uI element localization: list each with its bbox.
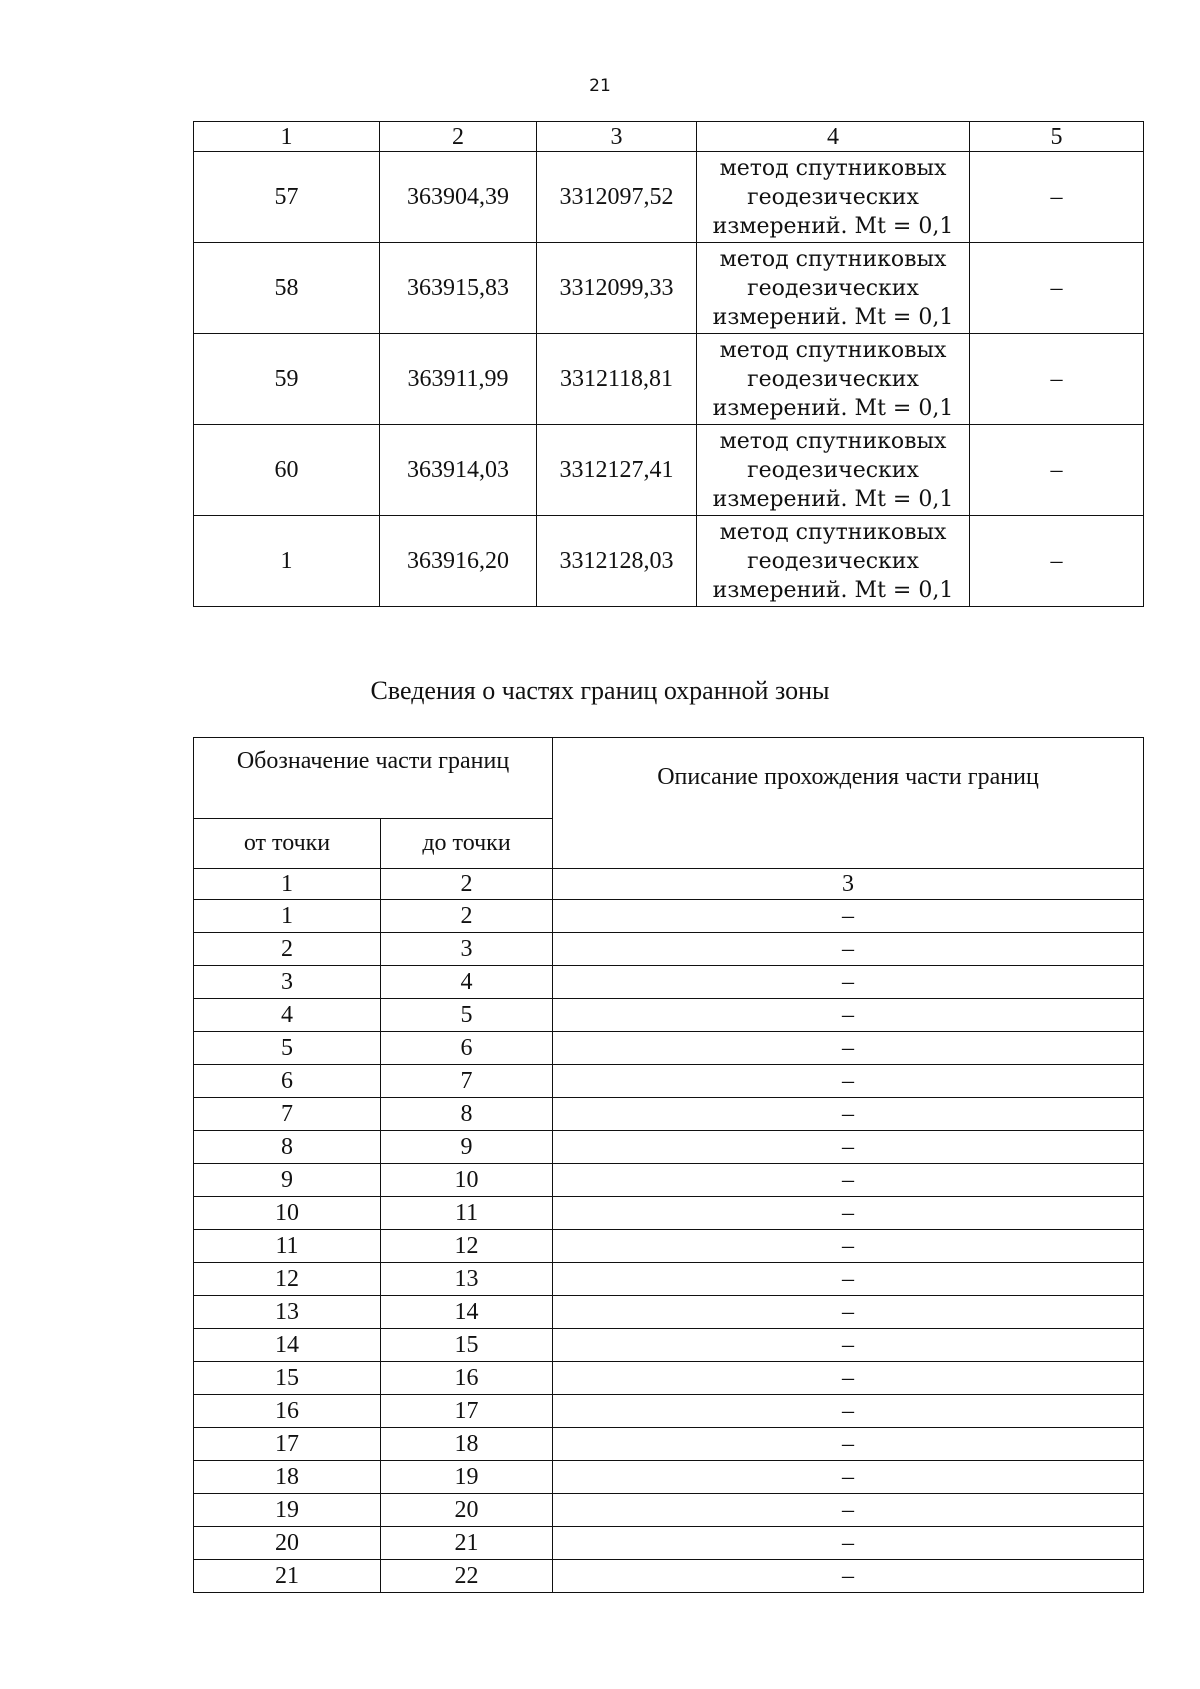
from-point: 15 xyxy=(194,1362,381,1395)
x-coordinate: 363911,99 xyxy=(380,334,537,425)
to-point: 8 xyxy=(381,1098,553,1131)
to-point: 7 xyxy=(381,1065,553,1098)
method-line: геодезических xyxy=(747,275,919,301)
y-coordinate: 3312099,33 xyxy=(537,243,697,334)
from-point: 8 xyxy=(194,1131,381,1164)
x-coordinate: 363904,39 xyxy=(380,152,537,243)
part-description: – xyxy=(553,1230,1144,1263)
part-description: – xyxy=(553,1164,1144,1197)
method-line: геодезических xyxy=(747,548,919,574)
from-point: 3 xyxy=(194,966,381,999)
header-from-point: от точки xyxy=(194,819,381,869)
to-point: 10 xyxy=(381,1164,553,1197)
column-number: 2 xyxy=(380,122,537,152)
from-point: 7 xyxy=(194,1098,381,1131)
y-coordinate: 3312127,41 xyxy=(537,425,697,516)
column-number: 4 xyxy=(697,122,970,152)
parts-header-row xyxy=(194,738,1144,819)
column-number: 5 xyxy=(970,122,1144,152)
to-point: 22 xyxy=(381,1560,553,1593)
to-point: 19 xyxy=(381,1461,553,1494)
from-point: 16 xyxy=(194,1395,381,1428)
column-number: 3 xyxy=(553,869,1144,900)
table-row xyxy=(194,1131,1144,1164)
table-row xyxy=(194,1164,1144,1197)
method-cell xyxy=(697,152,970,243)
to-point: 14 xyxy=(381,1296,553,1329)
table-row xyxy=(194,999,1144,1032)
point-number: 57 xyxy=(194,152,380,243)
part-description: – xyxy=(553,1461,1144,1494)
to-point: 13 xyxy=(381,1263,553,1296)
method-cell xyxy=(697,243,970,334)
from-point: 13 xyxy=(194,1296,381,1329)
to-point: 3 xyxy=(381,933,553,966)
table-row xyxy=(194,966,1144,999)
part-description: – xyxy=(553,933,1144,966)
method-line: измерений. Mt = 0,1 xyxy=(712,304,954,330)
x-coordinate: 363914,03 xyxy=(380,425,537,516)
section-title: Сведения о частях границ охранной зоны xyxy=(370,676,830,705)
column-number: 3 xyxy=(537,122,697,152)
from-point: 11 xyxy=(194,1230,381,1263)
from-point: 2 xyxy=(194,933,381,966)
part-description: – xyxy=(553,1494,1144,1527)
to-point: 12 xyxy=(381,1230,553,1263)
table-row xyxy=(194,1032,1144,1065)
table-row xyxy=(194,1197,1144,1230)
table-row xyxy=(194,425,1144,516)
from-point: 6 xyxy=(194,1065,381,1098)
table-row xyxy=(194,1527,1144,1560)
to-point: 15 xyxy=(381,1329,553,1362)
from-point: 14 xyxy=(194,1329,381,1362)
description-cell: – xyxy=(970,152,1144,243)
method-cell xyxy=(697,425,970,516)
column-number: 1 xyxy=(194,122,380,152)
point-number: 60 xyxy=(194,425,380,516)
table-row xyxy=(194,152,1144,243)
part-description: – xyxy=(553,1428,1144,1461)
header-to-point: до точки xyxy=(381,819,553,869)
y-coordinate: 3312128,03 xyxy=(537,516,697,607)
from-point: 9 xyxy=(194,1164,381,1197)
part-description: – xyxy=(553,1527,1144,1560)
part-description: – xyxy=(553,1296,1144,1329)
x-coordinate: 363915,83 xyxy=(380,243,537,334)
part-description: – xyxy=(553,1197,1144,1230)
from-point: 20 xyxy=(194,1527,381,1560)
point-number: 1 xyxy=(194,516,380,607)
table-row xyxy=(194,1428,1144,1461)
description-cell: – xyxy=(970,334,1144,425)
y-coordinate: 3312118,81 xyxy=(537,334,697,425)
from-point: 5 xyxy=(194,1032,381,1065)
method-line: метод спутниковых xyxy=(719,155,947,181)
table-row xyxy=(194,516,1144,607)
from-point: 12 xyxy=(194,1263,381,1296)
part-description: – xyxy=(553,1131,1144,1164)
table-row xyxy=(194,1296,1144,1329)
part-description: – xyxy=(553,966,1144,999)
to-point: 5 xyxy=(381,999,553,1032)
to-point: 16 xyxy=(381,1362,553,1395)
point-number: 59 xyxy=(194,334,380,425)
part-description: – xyxy=(553,1032,1144,1065)
method-line: геодезических xyxy=(747,457,919,483)
from-point: 18 xyxy=(194,1461,381,1494)
coordinates-header-row xyxy=(194,122,1144,152)
to-point: 20 xyxy=(381,1494,553,1527)
table-row xyxy=(194,1560,1144,1593)
method-cell xyxy=(697,516,970,607)
description-cell: – xyxy=(970,243,1144,334)
table-row xyxy=(194,1362,1144,1395)
part-description: – xyxy=(553,1362,1144,1395)
to-point: 6 xyxy=(381,1032,553,1065)
from-point: 19 xyxy=(194,1494,381,1527)
method-line: геодезических xyxy=(747,366,919,392)
method-line: измерений. Mt = 0,1 xyxy=(712,213,954,239)
method-line: метод спутниковых xyxy=(719,246,947,272)
method-line: измерений. Mt = 0,1 xyxy=(712,395,954,421)
description-cell: – xyxy=(970,516,1144,607)
column-number: 1 xyxy=(194,869,381,900)
page-number: 21 xyxy=(589,76,611,96)
from-point: 17 xyxy=(194,1428,381,1461)
part-description: – xyxy=(553,1263,1144,1296)
boundary-parts-table xyxy=(193,737,1144,1593)
y-coordinate: 3312097,52 xyxy=(537,152,697,243)
column-number: 2 xyxy=(381,869,553,900)
part-description: – xyxy=(553,1065,1144,1098)
from-point: 10 xyxy=(194,1197,381,1230)
to-point: 11 xyxy=(381,1197,553,1230)
method-line: геодезических xyxy=(747,184,919,210)
method-line: метод спутниковых xyxy=(719,428,947,454)
method-line: метод спутниковых xyxy=(719,337,947,363)
table-row xyxy=(194,1065,1144,1098)
table-row xyxy=(194,1230,1144,1263)
to-point: 9 xyxy=(381,1131,553,1164)
part-description: – xyxy=(553,1329,1144,1362)
part-description: – xyxy=(553,999,1144,1032)
table-row xyxy=(194,1098,1144,1131)
table-row xyxy=(194,1263,1144,1296)
table-row xyxy=(194,933,1144,966)
description-cell: – xyxy=(970,425,1144,516)
table-row xyxy=(194,1329,1144,1362)
part-description: – xyxy=(553,1560,1144,1593)
coordinates-table xyxy=(193,121,1144,607)
point-number: 58 xyxy=(194,243,380,334)
header-description-label: Описание прохождения части границ xyxy=(553,738,1144,869)
table-row xyxy=(194,1461,1144,1494)
column-numbers-row xyxy=(194,869,1144,900)
table-row xyxy=(194,1395,1144,1428)
header-group-label: Обозначение части границ xyxy=(194,738,553,819)
method-cell xyxy=(697,334,970,425)
from-point: 1 xyxy=(194,900,381,933)
table-row xyxy=(194,334,1144,425)
table-row xyxy=(194,1494,1144,1527)
to-point: 2 xyxy=(381,900,553,933)
part-description: – xyxy=(553,1395,1144,1428)
from-point: 21 xyxy=(194,1560,381,1593)
to-point: 21 xyxy=(381,1527,553,1560)
method-line: метод спутниковых xyxy=(719,519,947,545)
table-row xyxy=(194,243,1144,334)
method-line: измерений. Mt = 0,1 xyxy=(712,486,954,512)
from-point: 4 xyxy=(194,999,381,1032)
table-row xyxy=(194,900,1144,933)
to-point: 4 xyxy=(381,966,553,999)
method-line: измерений. Mt = 0,1 xyxy=(712,577,954,603)
to-point: 18 xyxy=(381,1428,553,1461)
part-description: – xyxy=(553,1098,1144,1131)
part-description: – xyxy=(553,900,1144,933)
x-coordinate: 363916,20 xyxy=(380,516,537,607)
to-point: 17 xyxy=(381,1395,553,1428)
